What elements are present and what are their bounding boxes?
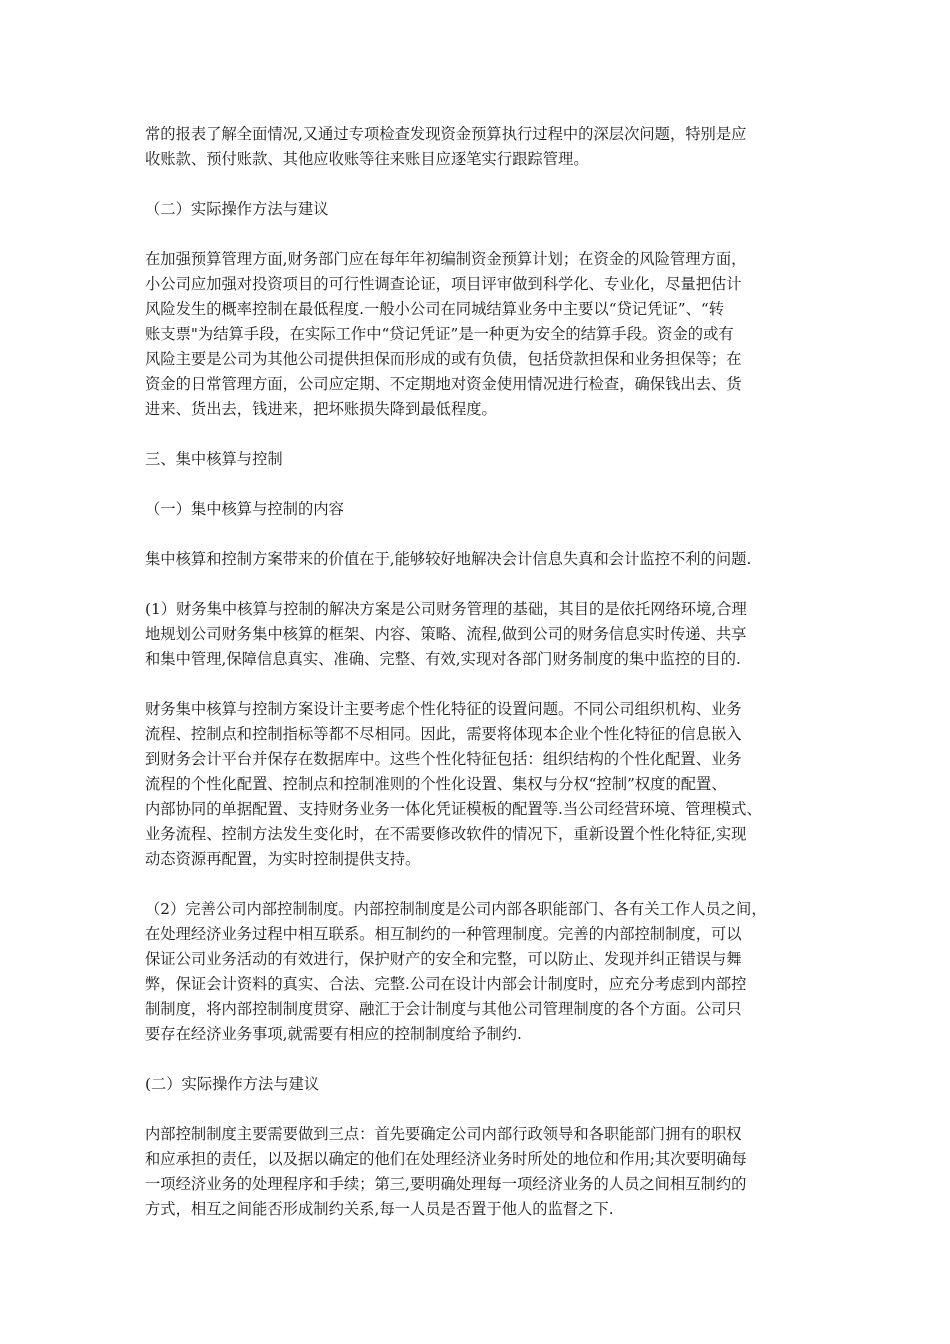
section-heading [145,497,811,522]
body-paragraph [145,1122,811,1222]
text-line: 保证公司业务活动的有效进行，保护财产的安全和完整，可以防止、发现并纠正错误与舞 [145,950,742,968]
text-line: 小公司应加强对投资项目的可行性调查论证，项目评审做到科学化、专业化，尽量把估计 [145,275,742,293]
text-line: 内部控制制度主要需要做到三点：首先要确定公司内部行政领导和各职能部门拥有的职权 [145,1125,742,1143]
text-line: 在处理经济业务过程中相互联系。相互制约的一种管理制度。完善的内部控制制度，可以 [145,925,742,943]
text-line: 动态资源再配置，为实时控制提供支持。 [145,850,421,868]
section-heading [145,197,811,222]
text-line: 账支票"为结算手段，在实际工作中“贷记凭证”是一种更为安全的结算手段。资金的或有 [145,325,734,343]
text-line: 和应承担的责任，以及据以确定的他们在处理经济业务时所处的地位和作用;其次要明确每 [145,1150,747,1168]
text-line: 一项经济业务的处理程序和手续；第三,要明确处理每一项经济业务的人员之间相互制约的 [145,1175,747,1193]
text-line: （一）集中核算与控制的内容 [145,500,344,518]
text-line: 财务集中核算与控制方案设计主要考虑个性化特征的设置问题。不同公司组织机构、业务 [145,700,742,718]
text-line: 要存在经济业务事项,就需要有相应的控制制度给予制约. [145,1025,522,1043]
text-line: 风险主要是公司为其他公司提供担保而形成的或有负债，包括贷款担保和业务担保等；在 [145,350,742,368]
text-line: 在加强预算管理方面,财务部门应在每年年初编制资金预算计划；在资金的风险管理方面， [145,250,747,268]
text-line: 流程、控制点和控制指标等都不尽相同。因此，需要将体现本企业个性化特征的信息嵌入 [145,725,742,743]
text-line: 风险发生的概率控制在最低程度.一般小公司在同城结算业务中主要以“贷记凭证”、“转 [145,300,725,318]
section-heading [145,447,811,472]
body-paragraph [145,547,811,572]
text-line: 三、集中核算与控制 [145,450,283,468]
text-line: (二）实际操作方法与建议 [145,1075,320,1093]
document-body [145,122,811,1247]
text-line: 弊，保证会计资料的真实、合法、完整.公司在设计内部会计制度时，应充分考虑到内部控 [145,975,747,993]
body-paragraph [145,597,811,672]
text-line: 进来、货出去，钱进来，把坏账损失降到最低程度。 [145,400,497,418]
body-paragraph [145,897,811,1047]
text-line: 业务流程、控制方法发生变化时，在不需要修改软件的情况下，重新设置个性化特征,实现 [145,825,747,843]
section-heading [145,1072,811,1097]
text-line: 制制度，将内部控制制度贯穿、融汇于会计制度与其他公司管理制度的各个方面。公司只 [145,1000,742,1018]
text-line: (1）财务集中核算与控制的解决方案是公司财务管理的基础，其目的是依托网络环境,合理 [145,600,747,618]
body-paragraph [145,122,811,172]
text-line: （二）实际操作方法与建议 [145,200,329,218]
text-line: （2）完善公司内部控制制度。内部控制制度是公司内部各职能部门、各有关工作人员之间， [145,900,767,918]
body-paragraph [145,247,811,422]
text-line: 收账款、预付账款、其他应收账等往来账目应逐笔实行跟踪管理。 [145,150,589,168]
text-line: 和集中管理,保障信息真实、准确、完整、有效,实现对各部门财务制度的集中监控的目的. [145,650,741,668]
text-line: 内部协同的单据配置、支持财务业务一体化凭证模板的配置等.当公司经营环境、管理模式、 [145,800,762,818]
text-line: 到财务会计平台并保存在数据库中。这些个性化特征包括：组织结构的个性化配置、业务 [145,750,742,768]
text-line: 资金的日常管理方面，公司应定期、不定期地对资金使用情况进行检查，确保钱出去、货 [145,375,742,393]
body-paragraph [145,697,811,872]
text-line: 常的报表了解全面情况,又通过专项检查发现资金预算执行过程中的深层次问题，特别是应 [145,125,747,143]
text-line: 方式，相互之间能否形成制约关系,每一人员是否置于他人的监督之下. [145,1200,614,1218]
text-line: 地规划公司财务集中核算的框架、内容、策略、流程,做到公司的财务信息实时传递、共享 [145,625,747,643]
text-line: 集中核算和控制方案带来的价值在于,能够较好地解决会计信息失真和会计监控不利的问题. [145,550,752,568]
text-line: 流程的个性化配置、控制点和控制准则的个性化设置、集权与分权“控制”权度的配置、 [145,775,727,793]
